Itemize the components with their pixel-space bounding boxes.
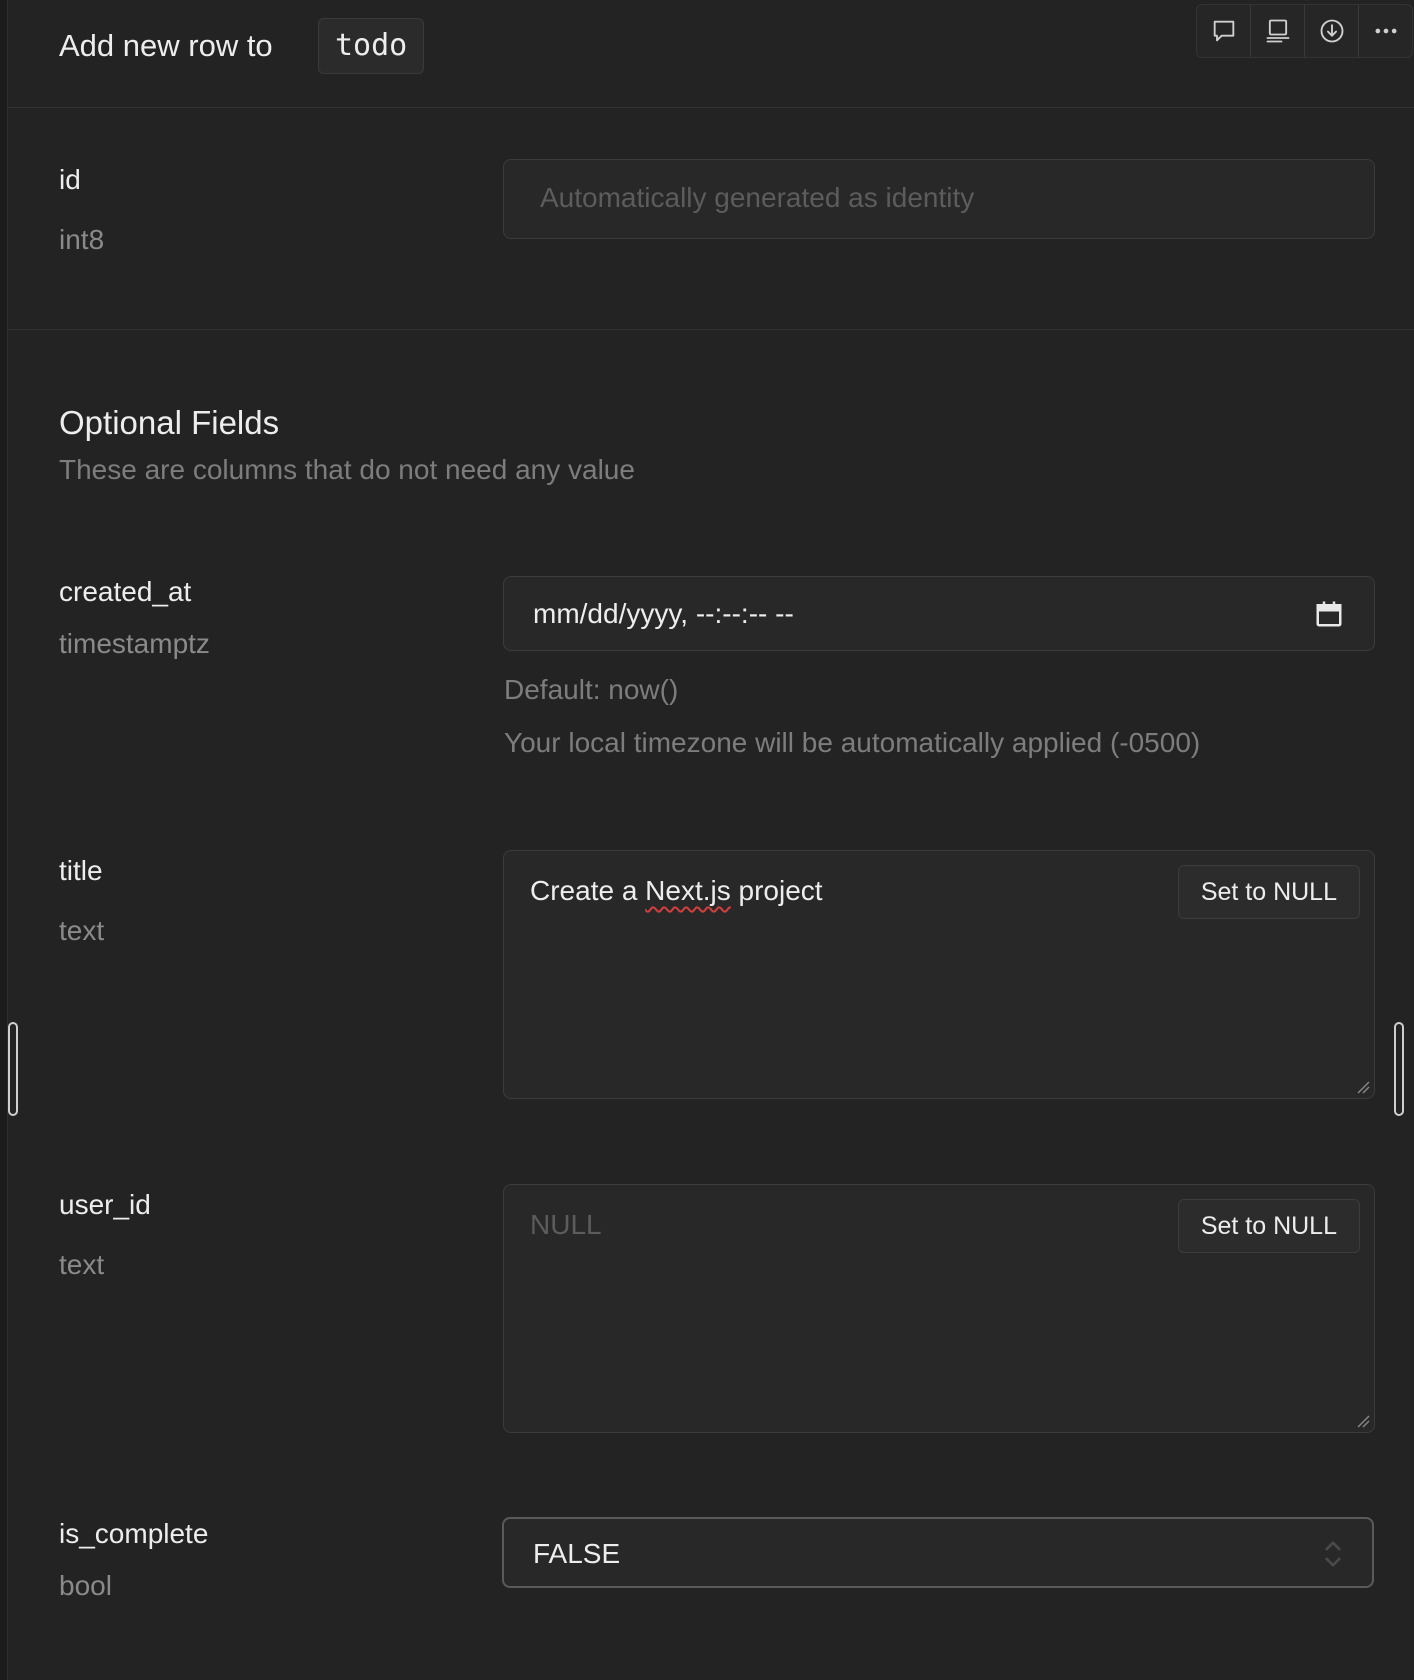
id-section — [8, 108, 1414, 330]
title-value-after: project — [730, 875, 823, 906]
title-field-type: text — [59, 915, 105, 946]
scrollbar-thumb[interactable] — [1394, 1022, 1404, 1116]
id-input-placeholder: Automatically generated as identity — [540, 182, 975, 213]
user-id-textarea[interactable] — [503, 1184, 1375, 1433]
comment-button[interactable] — [1197, 5, 1250, 57]
created-at-default-hint: Default: now() — [504, 674, 679, 705]
table-name-chip: todo — [318, 18, 424, 74]
more-options-button[interactable] — [1358, 5, 1412, 57]
resize-handle-icon[interactable] — [1356, 1080, 1370, 1094]
created-at-timezone-hint: Your local timezone will be automatically applied (-0500) — [504, 727, 1201, 758]
title-value-before: Create a — [530, 875, 646, 906]
panel-header — [8, 0, 1414, 108]
comment-icon — [1210, 17, 1238, 45]
side-panel — [7, 0, 1414, 1680]
id-field-name: id — [59, 164, 81, 195]
more-icon — [1372, 17, 1400, 45]
title-field-name: title — [59, 855, 103, 886]
is-complete-selected-value: FALSE — [533, 1538, 621, 1569]
docs-button[interactable] — [1250, 5, 1304, 57]
title-set-null-button[interactable]: Set to NULL — [1178, 865, 1360, 919]
created-at-datetime-input[interactable] — [503, 576, 1375, 651]
docs-icon — [1264, 17, 1292, 45]
resize-handle-icon[interactable] — [1356, 1414, 1370, 1428]
id-field-type: int8 — [59, 224, 105, 255]
is-complete-field-name: is_complete — [59, 1518, 209, 1549]
optional-fields-title: Optional Fields — [59, 404, 280, 441]
user-id-placeholder: NULL — [530, 1209, 602, 1240]
is-complete-select[interactable] — [502, 1517, 1374, 1588]
optional-fields-description: These are columns that do not need any value — [59, 454, 635, 485]
title-input-value — [530, 875, 823, 907]
chevron-up-down-icon — [1322, 1538, 1344, 1570]
user-id-set-null-button[interactable]: Set to NULL — [1178, 1199, 1360, 1253]
download-icon — [1318, 17, 1346, 45]
is-complete-field-type: bool — [59, 1570, 112, 1601]
user-id-field-type: text — [59, 1249, 105, 1280]
title-textarea[interactable] — [503, 850, 1375, 1099]
panel-title: Add new row to — [59, 28, 273, 63]
download-button[interactable] — [1304, 5, 1358, 57]
created-at-field-type: timestamptz — [59, 628, 210, 659]
left-resize-handle[interactable] — [8, 1022, 18, 1116]
id-input — [503, 159, 1375, 239]
created-at-input-value: mm/dd/yyyy, --:--:-- -- — [533, 598, 794, 629]
calendar-icon[interactable] — [1314, 599, 1344, 629]
user-id-field-name: user_id — [59, 1189, 151, 1220]
created-at-field-name: created_at — [59, 576, 192, 607]
header-toolbar — [1196, 4, 1413, 58]
spellcheck-word: Next.js — [645, 875, 731, 906]
